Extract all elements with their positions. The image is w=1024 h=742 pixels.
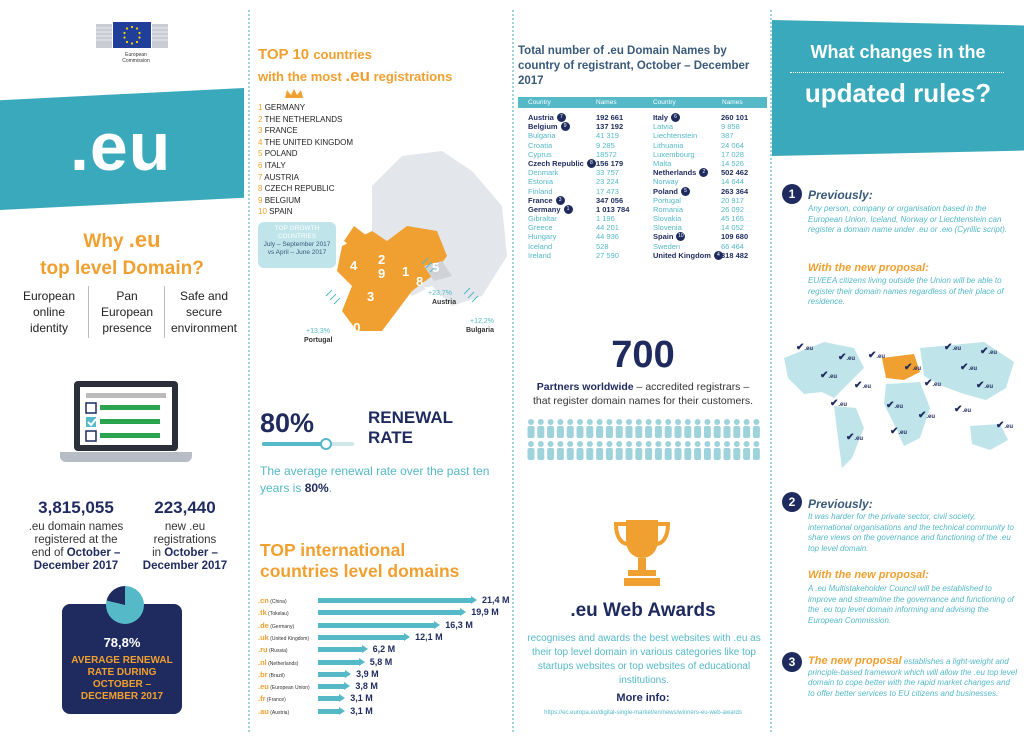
laptop-base [60, 452, 192, 462]
tld-label: .nl (Netherlands) [258, 657, 299, 667]
table-left [528, 113, 638, 260]
eu-pin-icon: ✔.eu [886, 400, 904, 411]
map-number: 2 [378, 252, 386, 267]
partners-count: 700 [611, 334, 675, 376]
person-icon [567, 419, 574, 438]
map-number: 9 [378, 266, 386, 281]
map-number: 1 [402, 264, 410, 279]
tld-bar [318, 660, 360, 665]
person-icon [684, 441, 691, 460]
people-icons [526, 440, 762, 460]
awards-link[interactable]: https://ec.europa.eu/digital-single-market/en/news/winners-eu-web-awards [544, 710, 742, 716]
person-icon [635, 419, 642, 438]
tld-value: 12,1 M [415, 631, 443, 642]
laptop-icon [74, 381, 178, 451]
table-row: Austria 7 192 661 [528, 113, 624, 122]
person-icon [547, 441, 554, 460]
portugal-label: Portugal [304, 337, 333, 344]
person-icon [645, 419, 652, 438]
person-icon [753, 419, 760, 438]
step-3-text: The new proposal establishes a light-weight and principle-based framework which will allow the .eu top level domain to cope better with the rapid market changes and to offer better services to EU citizens and businesses. [808, 655, 1017, 698]
map-number: 5 [432, 260, 440, 275]
person-icon [743, 441, 750, 460]
tld-value: 6,2 M [372, 644, 396, 655]
list-item: 1 GERMANY [258, 103, 306, 112]
rank-badge: 10 [678, 233, 684, 240]
tld-label: .au (Austria) [258, 706, 290, 716]
tld-bar [318, 610, 461, 615]
table-title: Total number of .eu Domain Names by country of registrant, October – December 2017 [518, 45, 750, 87]
person-icon [714, 441, 721, 460]
table-row: Lithuania 24 064 [653, 140, 744, 150]
person-icon [586, 419, 593, 438]
table-row: Cyprus 18572 [528, 149, 617, 159]
eu-pin-icon: ✔.eu [996, 420, 1014, 431]
tld-label: .fr (France) [258, 694, 286, 704]
step-2-previously-text: It was harder for the private sector, civil society, international organisations and the technical community to share views on the governance and functioning of the .eu top level domain. [808, 512, 1014, 553]
person-icon [616, 441, 623, 460]
person-icon [577, 441, 584, 460]
person-icon [616, 419, 623, 438]
person-icon [557, 419, 564, 438]
table-header: Country Names Country Names [518, 97, 767, 108]
column-divider [512, 10, 514, 732]
person-icon [724, 441, 731, 460]
renewal-rate-label: RENEWAL RATE [368, 408, 453, 447]
ec-logo-text: European Commission [122, 52, 150, 64]
table-row: Netherlands 2 502 462 [653, 168, 749, 178]
eu-pin-icon: ✔.eu [980, 346, 998, 357]
table-row: Bulgaria 41 319 [528, 131, 619, 141]
eu-pin-icon: ✔.eu [854, 380, 872, 391]
table-row: Slovakia 45 165 [653, 214, 744, 224]
map-number: 4 [350, 258, 358, 273]
table-row: France 3 347 056 [528, 195, 624, 205]
person-icon [635, 441, 642, 460]
tld-label: .uk (United Kingdom) [258, 632, 310, 642]
list-item: 9 BELGIUM [258, 195, 301, 205]
ec-building-icon [96, 18, 171, 52]
table-row: Luxembourg 17 028 [653, 149, 744, 159]
eu-pin-icon: ✔.eu [796, 342, 814, 353]
tld-value: 5,8 M [369, 656, 393, 667]
person-icon [743, 419, 750, 438]
rank-badge: 3 [556, 196, 565, 205]
step-1-previously-text: Any person, company or organisation based in the European Union, Iceland, Norway or Liechtenstein can register a domain name under .eu or .ею (Cyrillic script). [808, 204, 1007, 234]
list-item: 4 THE UNITED KINGDOM [258, 137, 353, 147]
person-icon [684, 419, 691, 438]
map-number: 7 [424, 284, 432, 299]
table-row: Belgium 9 137 192 [528, 122, 624, 132]
person-icon [596, 441, 603, 460]
person-icon [547, 419, 554, 438]
person-icon [528, 441, 535, 460]
eu-pin-icon: ✔.eu [890, 426, 908, 437]
eu-pin-icon: ✔.eu [960, 362, 978, 373]
portugal-growth: +13,3% [306, 328, 330, 335]
tld-bar [318, 647, 363, 652]
new-registrations-stat: 223,440 new .eu registrations in October – December 2017 [142, 498, 228, 572]
top-growth-box: TOP GROWTH COUNTRIES July – September 2017 vs April – June 2017 [258, 222, 336, 268]
step-1-new: With the new proposal: [808, 262, 929, 274]
eu-pin-icon: ✔.eu [976, 380, 994, 391]
more-info-label: More info: [616, 692, 670, 704]
step-1-badge: 1 [782, 184, 802, 204]
table-row: Hungary 44 936 [528, 232, 619, 242]
person-icon [733, 419, 740, 438]
list-item: 3 FRANCE [258, 126, 298, 136]
trophy-icon [612, 516, 672, 590]
tld-value: 19,9 M [471, 607, 499, 618]
step-2-badge: 2 [782, 492, 802, 512]
person-icon [645, 441, 652, 460]
table-row: Liechtenstein 387 [653, 131, 734, 141]
tld-bar [318, 684, 345, 689]
table-row: Norway 14 644 [653, 177, 744, 187]
tld-value: 16,3 M [445, 619, 473, 630]
person-icon [655, 419, 662, 438]
list-item: 10 SPAIN [258, 207, 293, 217]
step-1-new-text: EU/EEA citizens living outside the Union will be able to register their domain names regardless of their place of residence. [808, 276, 1004, 306]
list-item: 6 ITALY [258, 160, 286, 170]
person-icon [753, 441, 760, 460]
person-icon [694, 419, 701, 438]
person-icon [626, 419, 633, 438]
austria-growth: +23,7% [428, 290, 452, 297]
step-2-new: With the new proposal: [808, 569, 929, 581]
person-icon [586, 441, 593, 460]
person-icon [714, 419, 721, 438]
step-3-badge: 3 [782, 652, 802, 672]
table-row: Croatia 9 285 [528, 140, 615, 150]
table-row: Denmark 33 757 [528, 168, 619, 178]
tld-bar [318, 623, 435, 628]
tld-bar [318, 672, 346, 677]
map-number: 8 [416, 274, 424, 289]
renewal-slider-fill [262, 442, 326, 446]
tld-bar [318, 598, 472, 603]
table-row: Malta 14 526 [653, 158, 744, 168]
tld-bar [318, 696, 340, 701]
list-item: 7 AUSTRIA [258, 172, 299, 182]
table-row: Germany 1 1 013 784 [528, 204, 630, 214]
tld-value: 21,4 M [482, 595, 510, 605]
feature-separator [164, 286, 165, 338]
table-row: Slovenia 14 052 [653, 223, 744, 233]
why-eu-heading: Why .eu top level Domain? [40, 227, 204, 279]
top10-title: TOP 10 countries [258, 46, 372, 63]
person-icon [704, 419, 711, 438]
person-icon [537, 441, 544, 460]
rank-badge: 7 [557, 113, 566, 122]
column-divider [248, 10, 250, 732]
person-icon [577, 419, 584, 438]
awards-title: .eu Web Awards [570, 600, 716, 621]
tld-value: 3,1 M [350, 693, 373, 704]
person-icon [665, 441, 672, 460]
renewal-slider-knob [320, 438, 332, 450]
person-icon [665, 419, 672, 438]
bulgaria-label: Bulgaria [466, 327, 495, 334]
list-item: 2 THE NETHERLANDS [258, 114, 343, 124]
table-row: Portugal 20 917 [653, 195, 744, 205]
tld-bar [318, 635, 405, 640]
map-number: 6 [404, 302, 412, 317]
renewal-pie-chart [106, 586, 144, 624]
rank-badge: 2 [699, 168, 708, 177]
table-row: Czech Republic 8 156 179 [528, 158, 624, 168]
rank-badge: 1 [564, 205, 573, 214]
eu-pin-icon: ✔.eu [868, 350, 886, 361]
eu-pin-icon: ✔.eu [904, 362, 922, 373]
table-row: Greece 44 201 [528, 223, 619, 233]
tld-label: .ru (Russia) [258, 645, 288, 655]
person-icon [675, 419, 682, 438]
table-right [653, 113, 763, 260]
partners-text: Partners worldwide – accredited registrars – that register domain names for their customers. [532, 381, 753, 407]
table-row: Spain 10 109 680 [653, 232, 749, 242]
changes-subtitle: updated rules? [804, 78, 992, 108]
map-number: 10 [346, 320, 361, 335]
table-row: United Kingdom 4 318 482 [653, 250, 749, 260]
person-icon [528, 419, 535, 438]
rank-badge: 9 [561, 122, 570, 131]
table-row: Iceland 528 [528, 241, 609, 251]
ec-logo [96, 18, 171, 70]
tld-title: TOP international countries level domains [260, 540, 460, 581]
changes-title: What changes in the [810, 42, 986, 62]
person-icon [557, 441, 564, 460]
step-1-previously: Previously: [808, 188, 873, 202]
crown-icon [284, 88, 304, 100]
step-2-previously: Previously: [808, 497, 873, 511]
europe-map [312, 146, 512, 336]
tld-value: 3,8 M [355, 681, 378, 692]
eu-pin-icon: ✔.eu [944, 342, 962, 353]
tld-value: 3,1 M [350, 705, 373, 716]
eu-pin-icon: ✔.eu [846, 432, 864, 443]
list-item: 8 CZECH REPUBLIC [258, 184, 335, 194]
person-icon [675, 441, 682, 460]
feature-online-identity: European online identity [22, 289, 76, 335]
eu-pin-icon: ✔.eu [820, 370, 838, 381]
person-icon [606, 441, 613, 460]
list-item: 5 POLAND [258, 149, 298, 159]
tld-label: .de (Germany) [258, 620, 295, 630]
table-row: Latvia 9 858 [653, 122, 740, 132]
person-icon [567, 441, 574, 460]
eu-pin-icon: ✔.eu [954, 404, 972, 415]
eu-title: .eu [70, 109, 172, 185]
table-row: Italy 6 260 101 [653, 113, 749, 122]
austria-label: Austria [432, 299, 457, 306]
people-icons [526, 418, 762, 438]
eu-pin-icon: ✔.eu [918, 410, 936, 421]
eu-pin-icon: ✔.eu [830, 398, 848, 409]
renewal-text: The average renewal rate over the past ten years is 80%. [260, 464, 490, 495]
changes-divider [790, 72, 1004, 73]
renewal-percent: 78,8% [103, 635, 141, 650]
person-icon [733, 441, 740, 460]
feature-pan-european: Pan European presence [100, 289, 154, 335]
rank-badge: 4 [714, 251, 723, 260]
table-row: Estonia 23 224 [528, 177, 619, 187]
person-icon [724, 419, 731, 438]
rank-badge: 5 [681, 187, 690, 196]
step-2-new-text: A .eu Multistakeholder Council will be established to improve and streamline the governance and functioning of the .eu top level domain informing and advising the European Commission. [808, 584, 1014, 625]
feature-safe-secure: Safe and secure environment [170, 289, 238, 335]
table-row: Sweden 66 464 [653, 241, 744, 251]
registered-stat: 3,815,055 .eu domain names registered at the end of October – December 2017 [28, 498, 124, 572]
tld-label: .eu (European Union) [258, 682, 310, 692]
table-row: Finland 17 473 [528, 186, 619, 196]
column-divider [770, 10, 772, 732]
renewal-rate-value: 80% [260, 408, 315, 438]
map-number: 3 [367, 289, 375, 304]
table-row: Romania 26 092 [653, 204, 744, 214]
table-row: Ireland 27 590 [528, 250, 619, 260]
person-icon [596, 419, 603, 438]
rank-badge: 6 [671, 113, 680, 122]
bulgaria-growth: +12,2% [470, 318, 494, 325]
table-row: Gibraltar 1 196 [528, 214, 615, 224]
eu-pin-icon: ✔.eu [838, 352, 856, 363]
tld-value: 3,9 M [356, 668, 379, 679]
person-icon [694, 441, 701, 460]
awards-text: recognises and awards the best websites with .eu as their top level domain in various categories like top startups websites or top websites of educational institutions. [527, 633, 761, 686]
person-icon [606, 419, 613, 438]
person-icon [655, 441, 662, 460]
person-icon [626, 441, 633, 460]
tld-label: .cn (China) [258, 596, 287, 605]
eu-pin-icon: ✔.eu [924, 378, 942, 389]
rank-badge: 8 [587, 159, 596, 168]
tld-label: .tk (Tokelau) [258, 608, 289, 618]
tld-label: .br (Brazil) [258, 669, 285, 679]
table-row: Poland 5 263 364 [653, 186, 749, 196]
person-icon [704, 441, 711, 460]
feature-separator [88, 286, 89, 338]
tld-bar [318, 709, 340, 714]
top10-subtitle: with the most .eu registrations [258, 66, 453, 85]
person-icon [537, 419, 544, 438]
renewal-label: AVERAGE RENEWAL RATE DURING OCTOBER – DECEMBER 2017 [71, 655, 173, 702]
